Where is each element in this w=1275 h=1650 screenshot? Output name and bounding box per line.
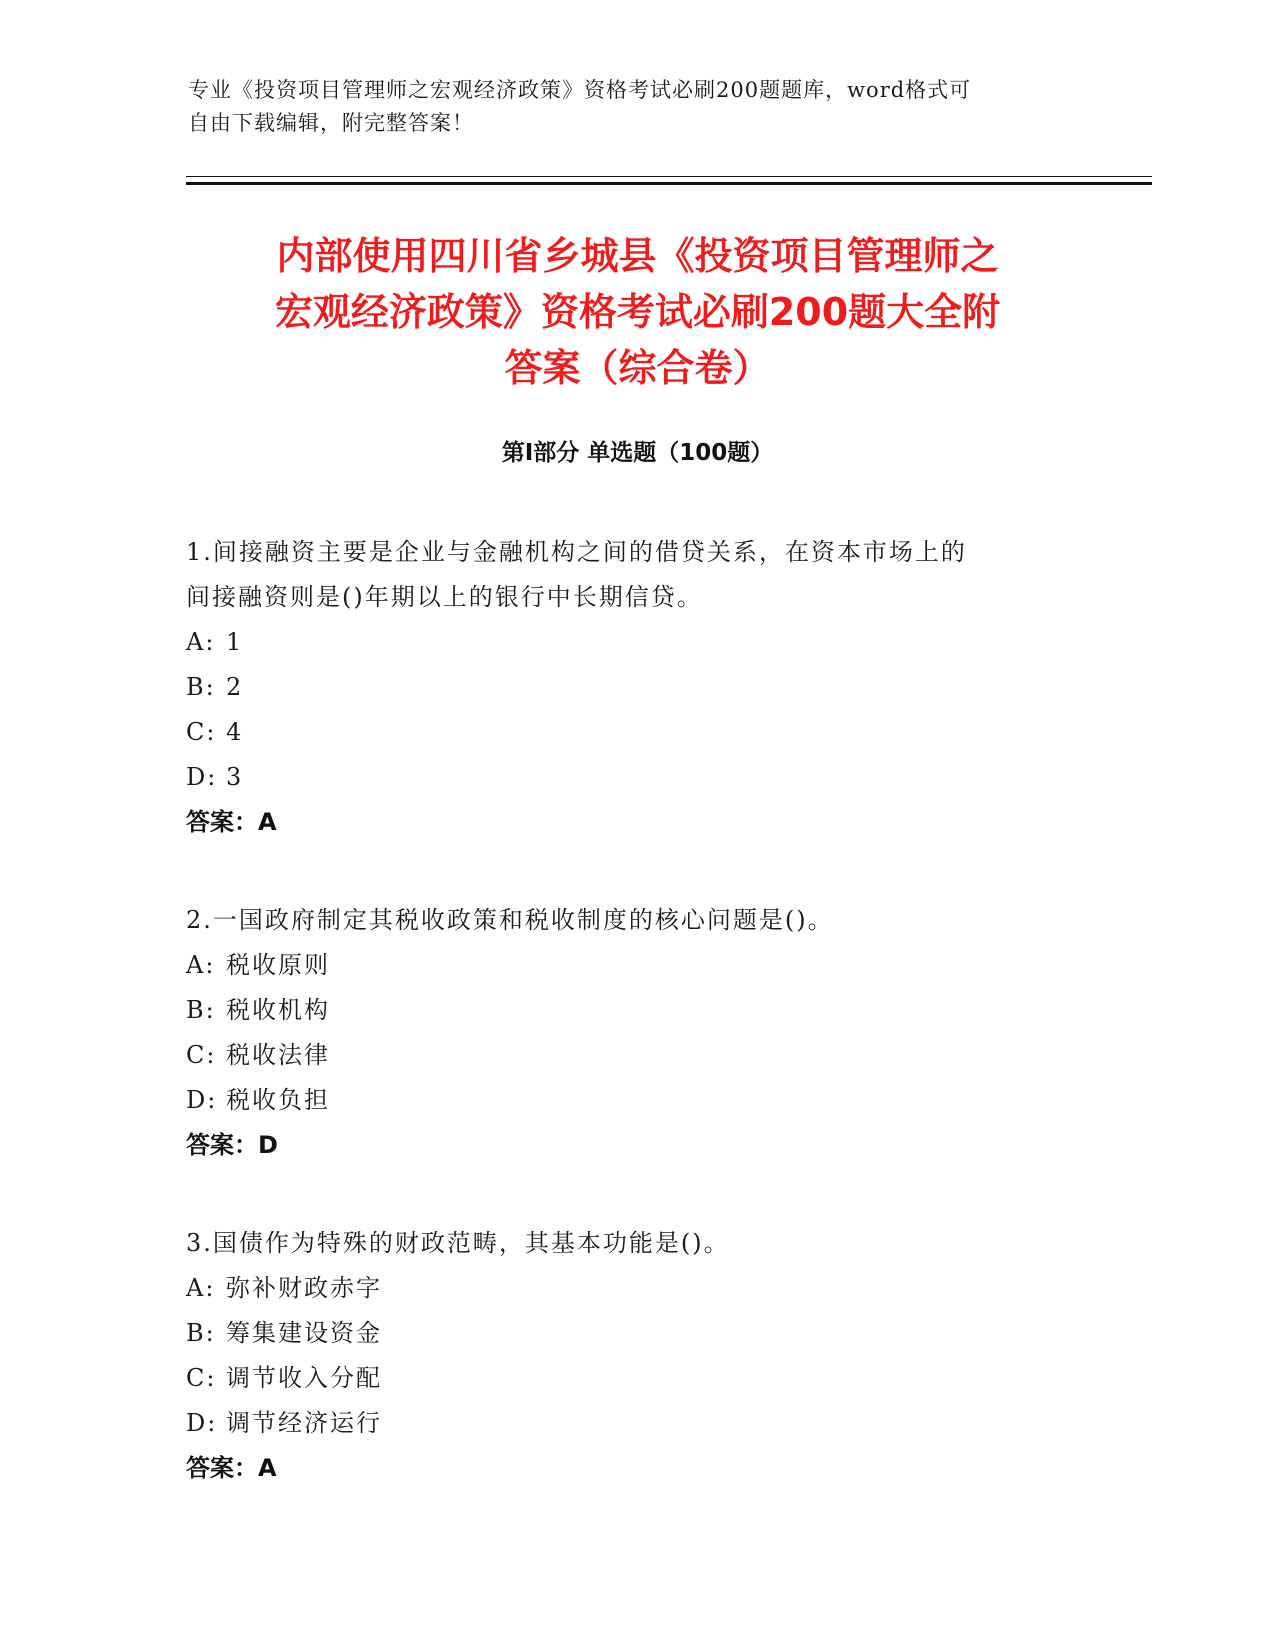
option-letter: B: [186, 1319, 216, 1347]
option-text: 税收负担 [226, 1086, 330, 1114]
option-d [186, 1078, 1086, 1123]
option-c [186, 1356, 1086, 1401]
header-note-line-1: 专业《投资项目管理师之宏观经济政策》资格考试必刷200题题库，word格式可 [188, 78, 972, 102]
option-b [186, 1311, 1086, 1356]
option-letter: C: [186, 1364, 217, 1392]
option-c [186, 710, 1086, 755]
header-divider-thin [186, 176, 1152, 177]
option-letter: A: [186, 951, 216, 979]
question-item [186, 530, 1086, 845]
answer-line: 答案：A [186, 1454, 277, 1482]
option-letter: D: [186, 1409, 218, 1437]
option-b [186, 988, 1086, 1033]
question-item [186, 898, 1086, 1168]
option-text: 弥补财政赤字 [226, 1274, 382, 1302]
option-d [186, 755, 1086, 800]
question-stem-line: 间接融资则是()年期以上的银行中长期信贷。 [186, 583, 703, 611]
question-stem-line: 2.一国政府制定其税收政策和税收制度的核心问题是()。 [186, 906, 834, 934]
option-text: 1 [226, 628, 244, 656]
option-letter: A: [186, 1274, 216, 1302]
title-line-3: 答案（综合卷） [504, 346, 771, 390]
title-line-1: 内部使用四川省乡城县《投资项目管理师之 [276, 234, 999, 278]
option-b [186, 665, 1086, 710]
option-a [186, 1266, 1086, 1311]
question-item [186, 1221, 1086, 1491]
option-letter: A: [186, 628, 216, 656]
option-letter: D: [186, 1086, 218, 1114]
option-a [186, 943, 1086, 988]
option-letter: D: [186, 763, 218, 791]
option-c [186, 1033, 1086, 1078]
option-letter: B: [186, 996, 216, 1024]
section-title: 第Ⅰ部分 单选题（100题） [501, 440, 774, 466]
document-title [150, 228, 1125, 396]
header-note-line-2: 自由下载编辑，附完整答案！ [188, 111, 474, 135]
option-text: 调节经济运行 [226, 1409, 382, 1437]
option-letter: C: [186, 718, 217, 746]
option-d [186, 1401, 1086, 1446]
option-text: 税收原则 [226, 951, 330, 979]
option-a [186, 620, 1086, 665]
question-stem-line: 3.国债作为特殊的财政范畴，其基本功能是()。 [186, 1229, 730, 1257]
question-stem-line: 1.间接融资主要是企业与金融机构之间的借贷关系，在资本市场上的 [186, 538, 967, 566]
option-text: 税收机构 [226, 996, 330, 1024]
question-list [186, 530, 1086, 1544]
option-text: 调节收入分配 [226, 1364, 382, 1392]
option-letter: C: [186, 1041, 217, 1069]
title-line-2: 宏观经济政策》资格考试必刷200题大全附 [274, 290, 1001, 334]
option-text: 2 [226, 673, 244, 701]
option-text: 筹集建设资金 [226, 1319, 382, 1347]
answer-line: 答案：A [186, 808, 277, 836]
header-note [188, 74, 1088, 140]
header-divider-thick [186, 182, 1152, 185]
option-text: 税收法律 [226, 1041, 330, 1069]
option-text: 4 [226, 718, 244, 746]
answer-line: 答案：D [186, 1131, 278, 1159]
option-text: 3 [226, 763, 244, 791]
option-letter: B: [186, 673, 216, 701]
